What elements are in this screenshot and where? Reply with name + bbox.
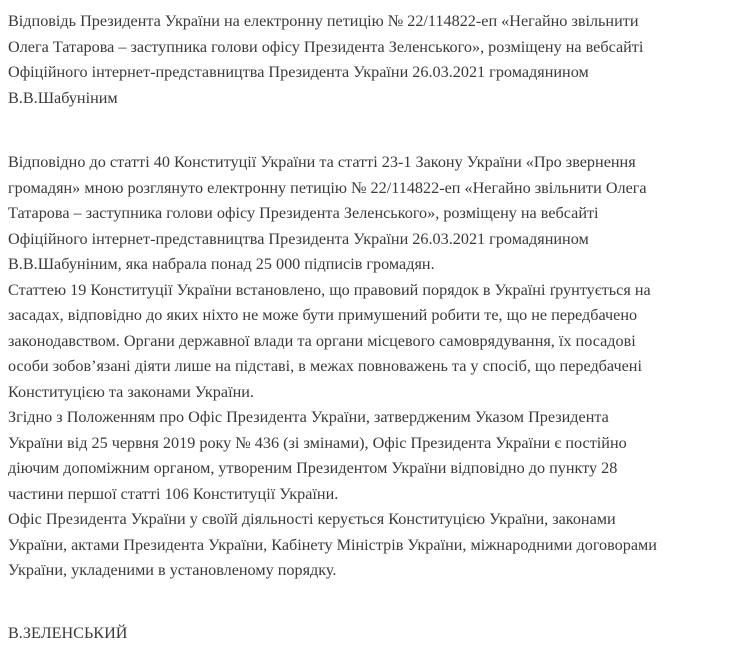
signature: В.ЗЕЛЕНСЬКИЙ bbox=[8, 624, 128, 642]
text-line: України, актами Президента України, Кабінету Міністрів України, міжнародними договорами bbox=[8, 535, 657, 554]
text-line: Конституцією та законами України. bbox=[8, 382, 254, 401]
text-line: В.В.Шабуніним bbox=[8, 88, 118, 107]
text-line: Офіційного інтернет-представництва Президента України 26.03.2021 громадянином bbox=[8, 63, 589, 81]
text-line: засадах, відповідно до яких ніхто не може бути примушений робити те, що не передбачено bbox=[8, 306, 638, 324]
document-body bbox=[8, 150, 657, 584]
text-line: Відповідь Президента України на електронну петицію № 22/114822-еп «Негайно звільнити bbox=[8, 12, 639, 30]
text-line: особи зобов’язані діяти лише на підставі, в межах повноважень та у спосіб, що передбачені bbox=[8, 357, 642, 375]
text-line: Татарова – заступника голови офісу Президента Зеленського», розміщену на вебсайті bbox=[8, 204, 599, 222]
document-title bbox=[8, 9, 643, 111]
text-line: Відповідно до статті 40 Конституції України та статті 23-1 Закону України «Про звернення bbox=[8, 153, 636, 171]
text-line: Офіційного інтернет-представництва Президента України 26.03.2021 громадянином bbox=[8, 229, 589, 248]
text-line: частини першої статті 106 Конституції України. bbox=[8, 484, 339, 503]
text-line: Згідно з Положенням про Офіс Президента України, затвердженим Указом Президента bbox=[8, 408, 609, 426]
signature-block bbox=[8, 621, 127, 647]
text-line: діючим допоміжним органом, утвореним Президентом України відповідно до пункту 28 bbox=[8, 459, 618, 477]
text-line: громадян» мною розглянуто електронну петицію № 22/114822-еп «Негайно звільнити Олега bbox=[8, 178, 647, 197]
text-line: Офіс Президента України у своїй діяльності керується Конституцією України, законами bbox=[8, 510, 616, 528]
text-line: В.В.Шабуніним, яка набрала понад 25 000 підписів громадян. bbox=[8, 255, 435, 273]
text-line: України, укладеними в установленому порядку. bbox=[8, 561, 337, 579]
text-line: Статтею 19 Конституції України встановлено, що правовий порядок в Україні ґрунтується на bbox=[8, 280, 651, 299]
text-line: законодавством. Органи державної влади та органи місцевого самоврядування, їх посадові bbox=[8, 331, 636, 350]
text-line: Олега Татарова – заступника голови офісу Президента Зеленського», розміщену на вебсайті bbox=[8, 37, 644, 56]
text-line: України від 25 червня 2019 року № 436 (зі змінами), Офіс Президента України є постійно bbox=[8, 433, 627, 452]
